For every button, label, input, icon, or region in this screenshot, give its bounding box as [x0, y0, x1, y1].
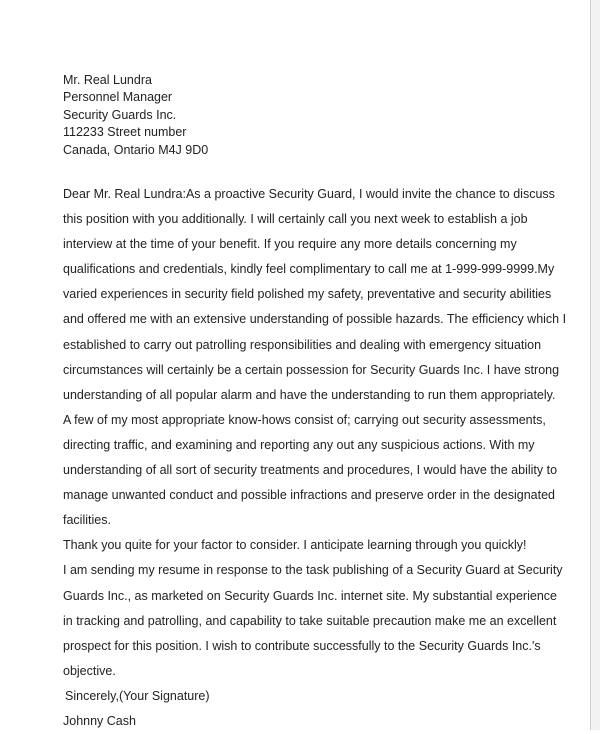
sender-name: Johnny Cash	[63, 713, 136, 728]
closing-signature: Sincerely,(Your Signature)	[65, 688, 210, 703]
recipient-city: Canada, Ontario M4J 9D0	[63, 142, 209, 157]
paragraph-intro: Dear Mr. Real Lundra:As a proactive Security Guard, I would invite the chance to discuss this position with you additionally. I will certainly call you next week to establish a job interview at the time of your benefit. If you require any more details concerning my qualifications and credentials, kindly feel complimentary to call me at 1-999-999-9999.My varied experiences in security field polished my safety, preventative and security abilities and offered me with an extensive understanding of possible hazards. The efficiency which I established to carry out patrolling responsibilities and dealing with emergency situation circumstances will certainly be a certain possession for Security Guards Inc. I have strong understanding of all popular alarm and have the understanding to run them appropriately.	[63, 187, 567, 402]
recipient-name: Mr. Real Lundra	[63, 73, 152, 87]
recipient-address-block	[63, 72, 208, 159]
letter-body	[63, 182, 568, 734]
recipient-company: Security Guards Inc.	[63, 107, 177, 122]
paragraph-resume: I am sending my resume in response to the task publishing of a Security Guard at Security Guards Inc., as marketed on Security Guards Inc. internet site. My substantial experience in tracking and patrolling, and capability to take suitable precaution make me an excellent prospect for this position. I wish to contribute successfully to the Security Guards Inc.'s objective.	[63, 563, 563, 678]
paragraph-thanks: Thank you quite for your factor to consider. I anticipate learning through you quickly!	[63, 538, 527, 553]
paragraph-skills: A few of my most appropriate know-hows consist of; carrying out security assessments, directing traffic, and examining and reporting any out any suspicious actions. With my understanding of all sort of security treatments and procedures, I would have the ability to manage unwanted conduct and possible infractions and preserve order in the designated facilities.	[63, 412, 558, 528]
page-gutter	[591, 0, 600, 730]
recipient-street: 112233 Street number	[63, 125, 187, 140]
recipient-title: Personnel Manager	[63, 90, 173, 105]
